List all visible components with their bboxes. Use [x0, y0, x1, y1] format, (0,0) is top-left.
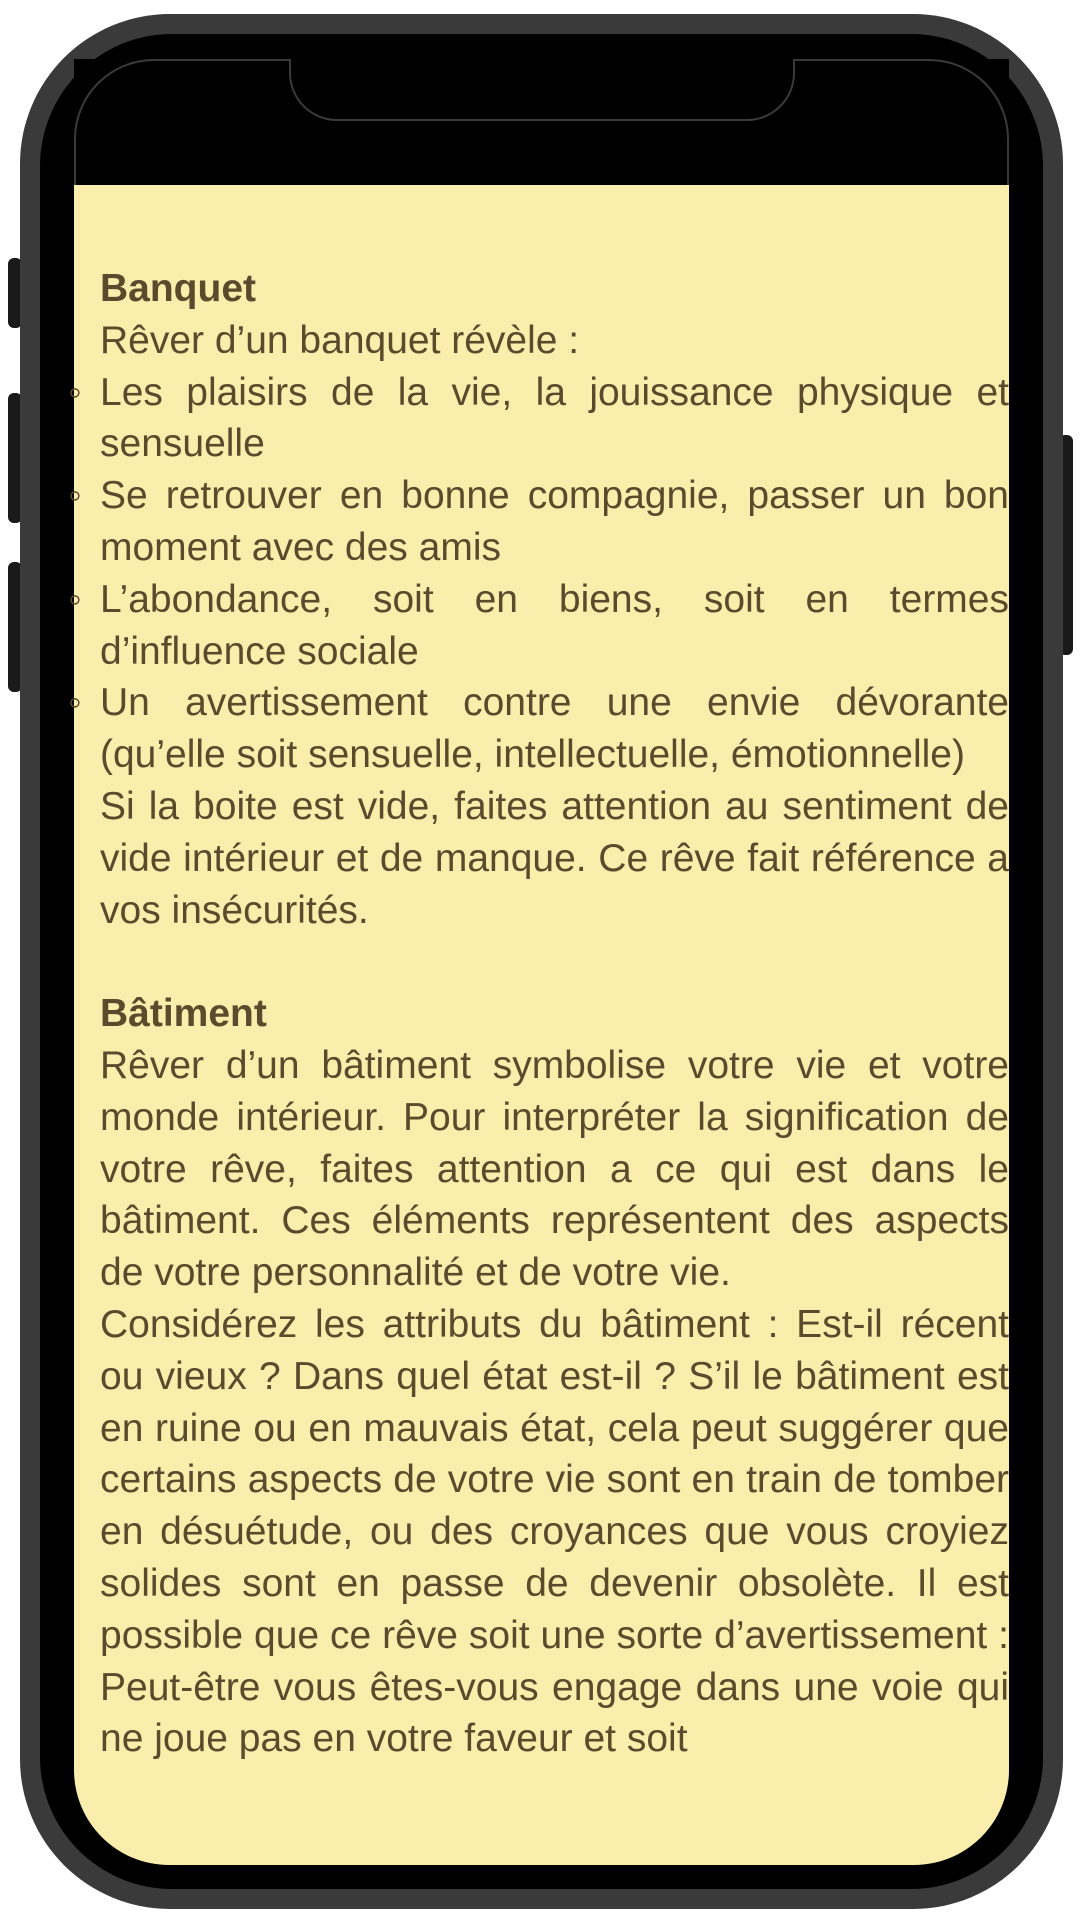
section-paragraph: Considérez les attributs du bâtiment : Est-il récent ou vieux ? Dans quel état est-il ? S’il le bâtiment est en ruine ou en mauvais état, cela peut suggérer que certains aspects de votre vie sont en train de tomber en désuétude, ou des croyances que vous croyiez solides sont en passe de devenir obsolète. Il est possible que ce rêve soit une sorte d’avertissement : Peut-être vous êtes-vous engage dans une voie qui ne joue pas en votre faveur et soit — [100, 1302, 1009, 1761]
section-intro: Rêver d’un banquet révèle : — [100, 318, 580, 362]
section-title-batiment: Bâtiment — [100, 992, 267, 1036]
bullet-icon: ◦ — [68, 577, 82, 621]
article-content[interactable] — [68, 185, 1009, 1865]
section-spacer — [100, 936, 1009, 988]
list-item — [68, 367, 1009, 471]
list-item-text: L’abondance, soit en biens, soit en termes d’influence sociale — [100, 577, 1009, 673]
bullet-icon: ◦ — [68, 474, 82, 518]
list-item-text: Les plaisirs de la vie, la jouissance physique et sensuelle — [100, 370, 1009, 466]
list-item — [68, 574, 1009, 678]
section-paragraph: Rêver d’un bâtiment symbolise votre vie et votre monde intérieur. Pour interpréter la signification de votre rêve, faites attention a ce qui est dans le bâtiment. Ces éléments représentent des aspects de votre personnalité et de votre vie. — [100, 1043, 1009, 1295]
list-item-text: Un avertissement contre une envie dévorante (qu’elle soit sensuelle, intellectuelle, émotionnelle) — [100, 681, 1009, 777]
section-outro: Si la boite est vide, faites attention au sentiment de vide intérieur et de manque. Ce rêve fait référence a vos insécurités. — [100, 784, 1009, 932]
section-title-banquet: Banquet — [100, 267, 256, 310]
list-item — [68, 677, 1009, 781]
bullet-icon: ◦ — [68, 681, 82, 725]
bullet-icon: ◦ — [68, 370, 82, 414]
phone-screen — [68, 59, 1009, 1865]
list-item-text: Se retrouver en bonne compagnie, passer un bon moment avec des amis — [100, 474, 1009, 569]
notch — [289, 59, 795, 121]
list-item — [68, 470, 1009, 574]
